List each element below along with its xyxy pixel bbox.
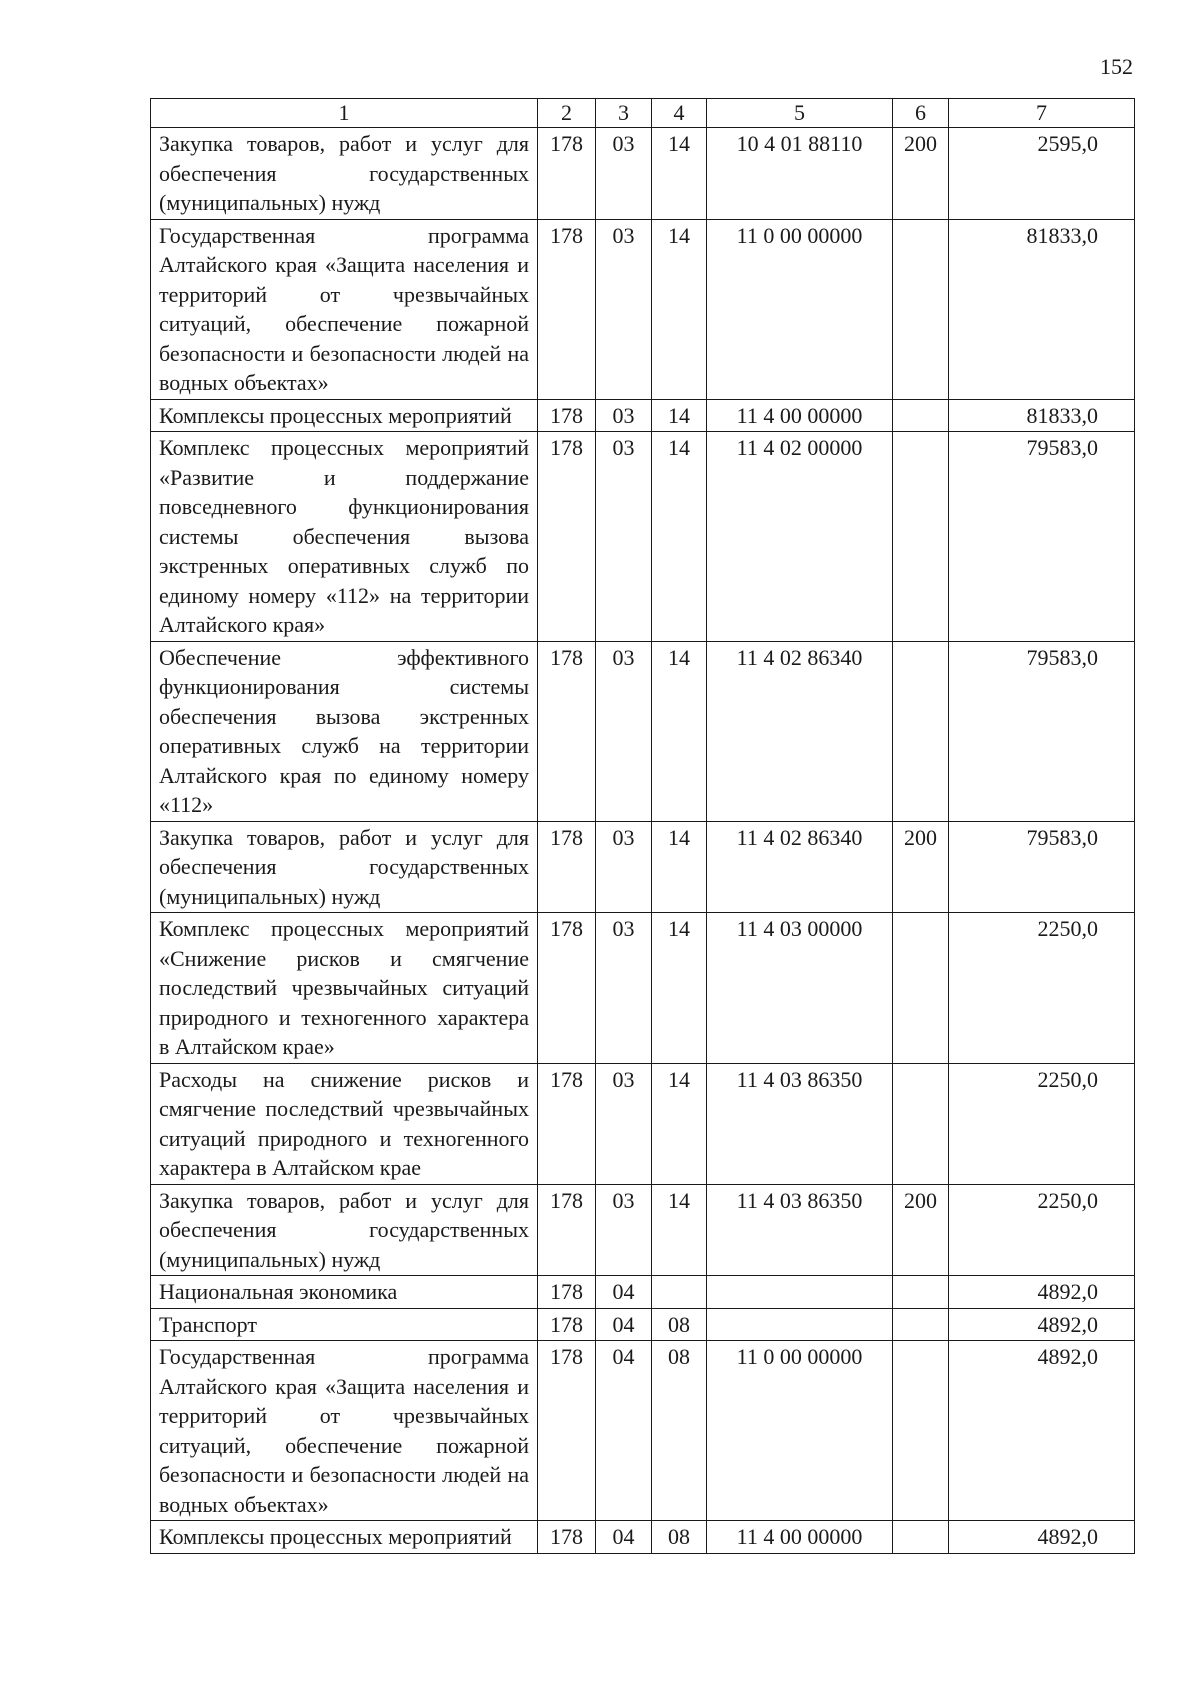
section-code-cell: 03 [596, 1063, 652, 1184]
row-name-cell: Обеспечение эффективного функционирования системы обеспечения вызова экстренных оперативных служб на территории Алтайского края по единому номеру «112» [151, 641, 538, 821]
amount-cell: 81833,0 [949, 399, 1135, 432]
target-article-cell: 11 0 00 00000 [707, 219, 893, 399]
admin-code-cell: 178 [538, 1308, 596, 1341]
row-name-cell: Государственная программа Алтайского края «Защита населения и территорий от чрезвычайных ситуаций, обеспечение пожарной безопасности и безопасности людей на водных объектах» [151, 1341, 538, 1521]
table-row [151, 1276, 1135, 1309]
row-name-cell: Комплексы процессных мероприятий [151, 1521, 538, 1554]
table-row [151, 641, 1135, 821]
table-row [151, 219, 1135, 399]
target-article-cell [707, 1276, 893, 1309]
table-row [151, 1521, 1135, 1554]
admin-code-cell: 178 [538, 1341, 596, 1521]
target-article-cell: 11 4 03 86350 [707, 1063, 893, 1184]
section-code-cell: 04 [596, 1308, 652, 1341]
amount-cell: 2250,0 [949, 913, 1135, 1064]
section-code-cell: 03 [596, 913, 652, 1064]
admin-code-cell: 178 [538, 128, 596, 220]
target-article-cell: 11 4 02 86340 [707, 821, 893, 913]
row-name-cell: Транспорт [151, 1308, 538, 1341]
row-name-cell: Комплекс процессных мероприятий «Развитие и поддержание повседневного функционирования системы обеспечения вызова экстренных оперативных служб по единому номеру «112» на территории Алтайского края» [151, 432, 538, 642]
expense-type-cell [893, 1276, 949, 1309]
row-name-cell: Государственная программа Алтайского края «Защита населения и территорий от чрезвычайных ситуаций, обеспечение пожарной безопасности и безопасности людей на водных объектах» [151, 219, 538, 399]
admin-code-cell: 178 [538, 1063, 596, 1184]
table-row [151, 1308, 1135, 1341]
subsection-code-cell: 08 [652, 1308, 707, 1341]
table-body [151, 128, 1135, 1554]
target-article-cell: 11 4 00 00000 [707, 1521, 893, 1554]
target-article-cell: 11 4 03 86350 [707, 1184, 893, 1276]
target-article-cell: 11 4 00 00000 [707, 399, 893, 432]
admin-code-cell: 178 [538, 219, 596, 399]
amount-cell: 4892,0 [949, 1521, 1135, 1554]
expense-type-cell: 200 [893, 1184, 949, 1276]
target-article-cell: 11 4 02 86340 [707, 641, 893, 821]
expense-type-cell [893, 1308, 949, 1341]
column-header-1: 1 [151, 99, 538, 128]
table-row [151, 821, 1135, 913]
amount-cell: 2250,0 [949, 1184, 1135, 1276]
column-header-5: 5 [707, 99, 893, 128]
expense-type-cell [893, 219, 949, 399]
expense-type-cell [893, 432, 949, 642]
subsection-code-cell: 14 [652, 821, 707, 913]
section-code-cell: 04 [596, 1521, 652, 1554]
column-header-4: 4 [652, 99, 707, 128]
table-row [151, 1341, 1135, 1521]
column-header-2: 2 [538, 99, 596, 128]
expense-type-cell [893, 913, 949, 1064]
budget-table [150, 98, 1135, 1554]
table-row [151, 913, 1135, 1064]
row-name-cell: Расходы на снижение рисков и смягчение последствий чрезвычайных ситуаций природного и техногенного характера в Алтайском крае [151, 1063, 538, 1184]
expense-type-cell [893, 1063, 949, 1184]
subsection-code-cell: 14 [652, 432, 707, 642]
expense-type-cell: 200 [893, 128, 949, 220]
subsection-code-cell: 14 [652, 128, 707, 220]
table-row [151, 1184, 1135, 1276]
target-article-cell: 11 4 02 00000 [707, 432, 893, 642]
expense-type-cell [893, 1521, 949, 1554]
column-header-3: 3 [596, 99, 652, 128]
admin-code-cell: 178 [538, 1521, 596, 1554]
header-row [151, 99, 1135, 128]
subsection-code-cell: 14 [652, 1063, 707, 1184]
target-article-cell: 11 0 00 00000 [707, 1341, 893, 1521]
expense-type-cell [893, 1341, 949, 1521]
row-name-cell: Закупка товаров, работ и услуг для обеспечения государственных (муниципальных) нужд [151, 821, 538, 913]
row-name-cell: Комплекс процессных мероприятий «Снижение рисков и смягчение последствий чрезвычайных ситуаций природного и техногенного характера в Алтайском крае» [151, 913, 538, 1064]
subsection-code-cell: 14 [652, 219, 707, 399]
amount-cell: 4892,0 [949, 1308, 1135, 1341]
row-name-cell: Закупка товаров, работ и услуг для обеспечения государственных (муниципальных) нужд [151, 128, 538, 220]
subsection-code-cell: 14 [652, 913, 707, 1064]
section-code-cell: 04 [596, 1341, 652, 1521]
admin-code-cell: 178 [538, 641, 596, 821]
amount-cell: 81833,0 [949, 219, 1135, 399]
admin-code-cell: 178 [538, 821, 596, 913]
amount-cell: 79583,0 [949, 641, 1135, 821]
amount-cell: 79583,0 [949, 432, 1135, 642]
subsection-code-cell [652, 1276, 707, 1309]
section-code-cell: 03 [596, 821, 652, 913]
section-code-cell: 04 [596, 1276, 652, 1309]
section-code-cell: 03 [596, 641, 652, 821]
row-name-cell: Национальная экономика [151, 1276, 538, 1309]
admin-code-cell: 178 [538, 432, 596, 642]
table-row [151, 399, 1135, 432]
subsection-code-cell: 08 [652, 1521, 707, 1554]
section-code-cell: 03 [596, 1184, 652, 1276]
table-row [151, 1063, 1135, 1184]
section-code-cell: 03 [596, 219, 652, 399]
row-name-cell: Комплексы процессных мероприятий [151, 399, 538, 432]
row-name-cell: Закупка товаров, работ и услуг для обеспечения государственных (муниципальных) нужд [151, 1184, 538, 1276]
section-code-cell: 03 [596, 432, 652, 642]
table-row [151, 128, 1135, 220]
expense-type-cell [893, 641, 949, 821]
table-row [151, 432, 1135, 642]
column-header-7: 7 [949, 99, 1135, 128]
amount-cell: 4892,0 [949, 1276, 1135, 1309]
section-code-cell: 03 [596, 399, 652, 432]
amount-cell: 2250,0 [949, 1063, 1135, 1184]
amount-cell: 4892,0 [949, 1341, 1135, 1521]
admin-code-cell: 178 [538, 1276, 596, 1309]
subsection-code-cell: 08 [652, 1341, 707, 1521]
admin-code-cell: 178 [538, 399, 596, 432]
column-header-6: 6 [893, 99, 949, 128]
page-number: 152 [1100, 54, 1133, 79]
target-article-cell: 10 4 01 88110 [707, 128, 893, 220]
admin-code-cell: 178 [538, 913, 596, 1064]
expense-type-cell [893, 399, 949, 432]
subsection-code-cell: 14 [652, 641, 707, 821]
admin-code-cell: 178 [538, 1184, 596, 1276]
amount-cell: 79583,0 [949, 821, 1135, 913]
target-article-cell: 11 4 03 00000 [707, 913, 893, 1064]
subsection-code-cell: 14 [652, 1184, 707, 1276]
expense-type-cell: 200 [893, 821, 949, 913]
target-article-cell [707, 1308, 893, 1341]
amount-cell: 2595,0 [949, 128, 1135, 220]
section-code-cell: 03 [596, 128, 652, 220]
subsection-code-cell: 14 [652, 399, 707, 432]
